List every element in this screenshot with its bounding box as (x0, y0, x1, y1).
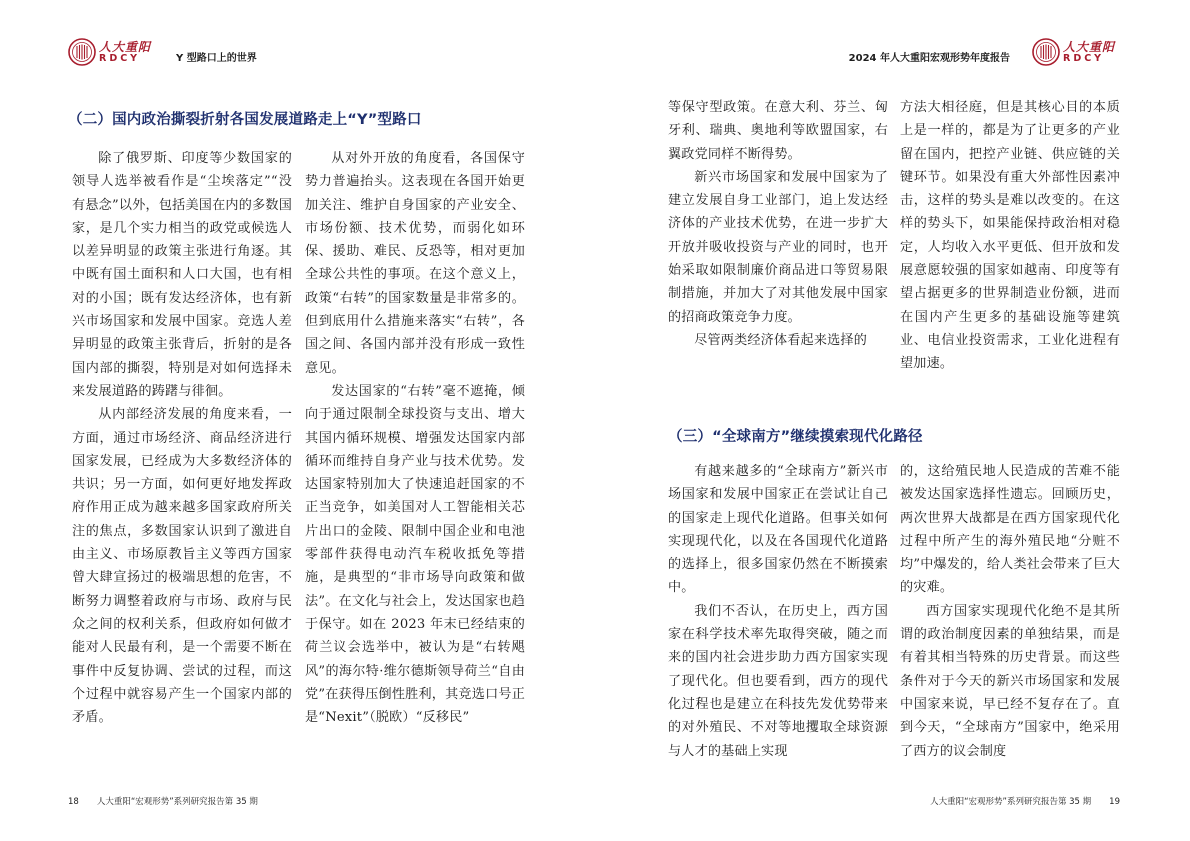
logo-brand-en: RDCY (1063, 52, 1105, 64)
logo-brand (99, 41, 151, 64)
paragraph: 西方国家实现现代化绝不是其所谓的政治制度因素的单独结果，而是有着其相当特殊的历史背景。而这些条件对于今天的新兴市场国家和发展中国家来说，早已经不复存在了。直到今天，“全球南方”国家中，绝采用了西方的议会制度 (900, 603, 1120, 759)
right-column-4 (900, 460, 1120, 763)
paragraph: 发达国家的“右转”毫不遮掩，倾向于通过限制全球投资与支出、增大其国内循环规模、增强发达国家内部循环而维持自身产业与技术优势。发达国家特别加大了快速追赶国家的不正当竞争，如美国对人工智能相关芯片出口的金陵、限制中国企业和电池零部件获得电动汽车税收抵免等措施，是典型的“非市场导向政策和做法”。在文化与社会上，发达国家也趋于保守。如在 2023 年末已经结束的荷兰议会选举中，被认为是“右转飓风”的海尔特·维尔德斯领导荷兰“自由党”在获得压倒性胜利，其竞选口号正是“Nexit”（脱欧）“反移民” (305, 383, 525, 726)
logo-brand (1063, 41, 1115, 64)
left-column-2 (305, 147, 525, 729)
right-column-2 (900, 96, 1120, 376)
footer-series-title: 人大重阳“宏观形势”系列研究报告第 35 期 (930, 797, 1092, 807)
paragraph: 有越来越多的“全球南方”新兴市场国家和发展中国家正在尝试让自己的国家走上现代化道路。但事关如何实现现代化，以及在各国现代化道路的选择上，很多国家仍然在不断摸索中。 (668, 464, 888, 596)
paragraph: 尽管两类经济体看起来选择的 (694, 332, 868, 348)
paragraph-continued: 方法大相径庭，但是其核心目的本质上是一样的，都是为了让更多的产业留在国内，把控产业链、供应链的关键环节。如果没有重大外部性因素冲击，这样的势头是难以改变的。在这样的势头下，如果能保持政治相对稳定，人均收入水平更低、但开放和发展意愿较强的国家如越南、印度等有望占据更多的世界制造业份额，进而在国内产生更多的基础设施等建筑业、电信业投资需求，工业化进程有望加速。 (900, 100, 1120, 372)
running-header-title: 2024 年人大重阳宏观形势年度报告 (848, 53, 1010, 64)
left-column-1 (72, 147, 292, 729)
rdcy-logo (68, 38, 151, 66)
paragraph: 我们不否认，在历史上，西方国家在科学技术率先取得突破，随之而来的国内社会进步助力西方国家实现了现代化。但也要看到，西方的现代化过程也是建立在科技先发优势带来的对外殖民、不对等地攫取全球资源与人才的基础上实现 (668, 603, 888, 759)
section-heading-2: （二）国内政治撕裂折射各国发展道路走上“Y”型路口 (68, 112, 422, 128)
paragraph: 除了俄罗斯、印度等少数国家的领导人选举被看作是“尘埃落定”“没有悬念”以外，包括美国在内的多数国家，是几个实力相当的政党或候选人以差异明显的政策主张进行角逐。其中既有国土面积和人口大国，也有相对的小国；既有发达经济体，也有新兴市场国家和发展中国家。竞选人差异明显的政策主张背后，折射的是各国内部的撕裂，特别是对如何选择未来发展道路的踌躇与徘徊。 (72, 151, 292, 399)
paragraph-continued: 等保守型政策。在意大利、芬兰、匈牙利、瑞典、奥地利等欧盟国家，右翼政党同样不断得势。 (668, 100, 888, 162)
page-footer (930, 795, 1120, 807)
rdcy-seal-icon (1032, 38, 1060, 66)
right-page (595, 0, 1190, 841)
logo-brand-en: RDCY (99, 52, 141, 64)
footer-series-title: 人大重阳“宏观形势”系列研究报告第 35 期 (96, 797, 258, 807)
right-column-3 (668, 460, 888, 763)
paragraph: 从对外开放的角度看，各国保守势力普遍抬头。这表现在各国开始更加关注、维护自身国家的产业安全、市场份额、技术优势，而弱化如环保、援助、难民、反恐等，相对更加全球公共性的事项。在这个意义上，政策“右转”的国家数量是非常多的。但到底用什么措施来落实“右转”，各国之间、各国内部并没有形成一致性意见。 (305, 151, 525, 376)
page-number: 19 (1109, 797, 1120, 807)
paragraph: 从内部经济发展的角度来看，一方面，通过市场经济、商品经济进行国家发展，已经成为大多数经济体的共识；另一方面，如何更好地发挥政府作用正成为越来越多国家政府所关注的焦点，多数国家认识到了激进自由主义、市场原教旨主义等西方国家曾大肆宣扬过的极端思想的危害，不断努力调整着政府与市场、政府与民众之间的权利关系，但政府如何做才能对人民最有利，是一个需要不断在事件中反复协调、尝试的过程，而这个过程中就容易产生一个国家内部的矛盾。 (72, 407, 292, 726)
logo-brand-cn: 人大重阳 (1063, 39, 1116, 54)
rdcy-seal-icon (68, 38, 96, 66)
right-column-1 (668, 96, 888, 352)
section-heading-3: （三）“全球南方”继续摸索现代化路径 (668, 429, 923, 445)
page-footer (68, 795, 258, 807)
paragraph-continued: 的，这给殖民地人民造成的苦难不能被发达国家选择性遗忘。回顾历史，两次世界大战都是在西方国家现代化过程中所产生的海外殖民地“分赃不均”中爆发的，给人类社会带来了巨大的灾难。 (900, 464, 1120, 596)
running-header-title: Y 型路口上的世界 (176, 53, 257, 64)
paragraph: 新兴市场国家和发展中国家为了建立发展自身工业部门，追上发达经济体的产业技术优势，在进一步扩大开放并吸收投资与产业的同时，也开始采取如限制廉价商品进口等贸易限制措施，并加大了对其他发展中国家的招商政策竞争力度。 (668, 169, 888, 325)
page-number: 18 (68, 797, 79, 807)
logo-brand-cn: 人大重阳 (99, 39, 152, 54)
rdcy-logo (1032, 38, 1115, 66)
